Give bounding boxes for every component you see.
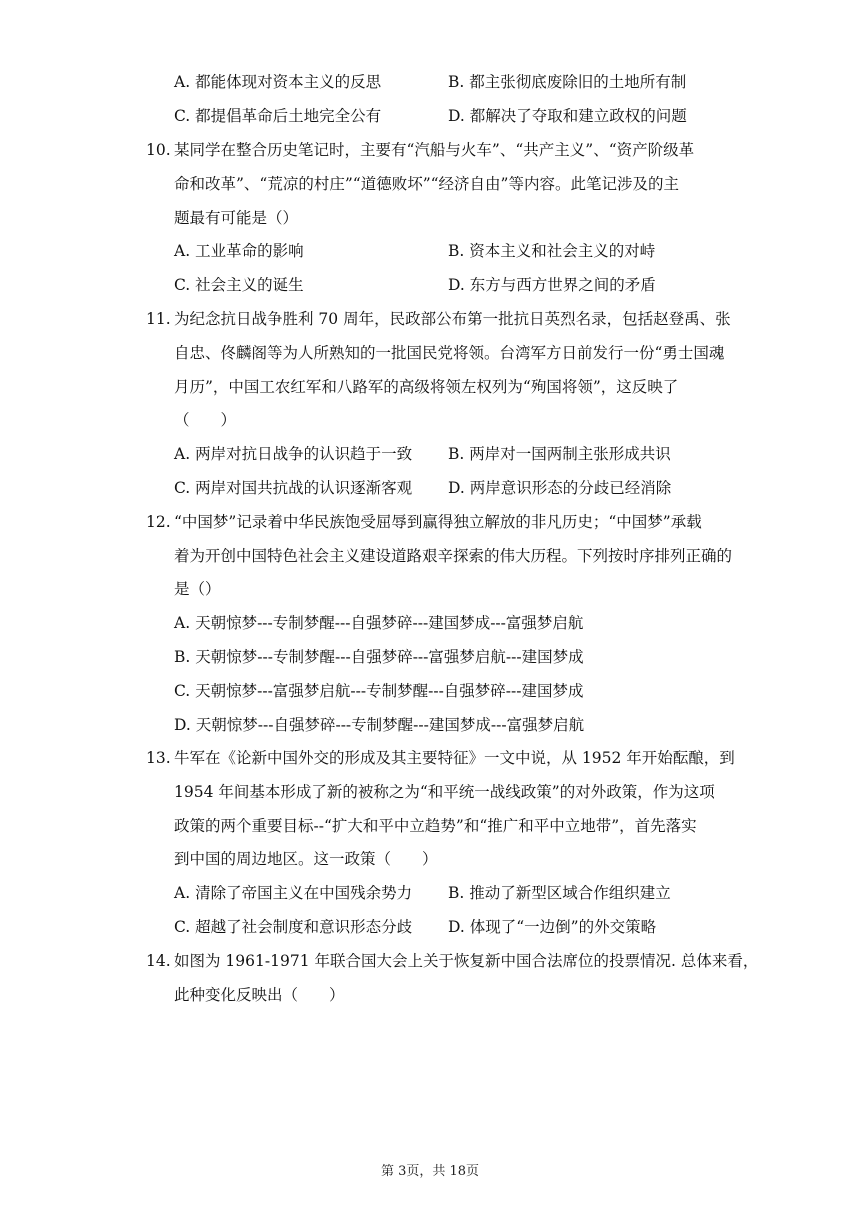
option-text: 两岸对抗日战争的认识趋于一致 xyxy=(195,445,413,463)
option-text: 推动了新型区域合作组织建立 xyxy=(469,884,671,902)
q12-stem-line: “中国梦”记录着中华民族饱受屈辱到赢得独立解放的非凡历史；“中国梦”承载 xyxy=(174,513,702,531)
option-text: 体现了“一边倒”的外交策略 xyxy=(469,918,657,936)
q12-stem-line: 是（） xyxy=(174,580,221,598)
q14-stem-line: 此种变化反映出（ ） xyxy=(174,986,345,1004)
q10-option-d[interactable] xyxy=(448,275,656,295)
q12-option-b[interactable] xyxy=(174,647,584,667)
q13-option-b[interactable] xyxy=(448,883,671,903)
q13-stem-line: 到中国的周边地区。这一政策（ ） xyxy=(174,850,438,868)
q9-option-d[interactable] xyxy=(448,106,687,126)
option-text: 都能体现对资本主义的反思 xyxy=(195,73,382,91)
q14-number: 14. xyxy=(146,952,171,970)
q13-stem-line: 牛军在《论新中国外交的形成及其主要特征》一文中说，从 1952 年开始酝酿，到 xyxy=(174,749,735,767)
option-label: D. xyxy=(448,918,465,936)
q12-number: 12. xyxy=(146,513,171,531)
q11-stem-line: 为纪念抗日战争胜利 70 周年，民政部公布第一批抗日英烈名录，包括赵登禹、张 xyxy=(174,310,731,328)
option-label: A. xyxy=(174,614,191,632)
option-label: C. xyxy=(174,479,191,497)
q14-stem-line: 如图为 1961-1971 年联合国大会上关于恢复新中国合法席位的投票情况. 总体来看， xyxy=(174,952,759,970)
option-text: 东方与西方世界之间的矛盾 xyxy=(469,276,656,294)
q12-option-a[interactable] xyxy=(174,613,583,633)
page-footer: 第 3页，共 18页 xyxy=(380,1164,480,1179)
q11-option-a[interactable] xyxy=(174,444,412,464)
option-label: A. xyxy=(174,73,191,91)
option-label: D. xyxy=(174,716,191,734)
option-text: 两岸对一国两制主张形成共识 xyxy=(469,445,671,463)
q11-option-c[interactable] xyxy=(174,478,412,498)
option-label: B. xyxy=(448,73,465,91)
q11-stem-line: （ ） xyxy=(174,411,237,429)
q13-option-d[interactable] xyxy=(448,917,656,937)
q13-option-a[interactable] xyxy=(174,883,412,903)
option-label: A. xyxy=(174,445,191,463)
q10-stem-line: 某同学在整合历史笔记时，主要有“汽船与火车”、“共产主义”、“资产阶级革 xyxy=(174,141,695,159)
option-label: A. xyxy=(174,884,191,902)
option-text: 天朝惊梦---专制梦醒---自强梦碎---建国梦成---富强梦启航 xyxy=(195,614,584,632)
option-text: 社会主义的诞生 xyxy=(195,276,304,294)
option-text: 两岸意识形态的分歧已经消除 xyxy=(469,479,672,497)
q11-number: 11. xyxy=(146,310,171,328)
q12-stem-line: 着为开创中国特色社会主义建设道路艰辛探索的伟大历程。下列按时序排列正确的 xyxy=(174,547,733,565)
option-label: A. xyxy=(174,242,191,260)
q10-option-b[interactable] xyxy=(448,241,655,261)
q13-number: 13. xyxy=(146,749,171,767)
option-text: 天朝惊梦---富强梦启航---专制梦醒---自强梦碎---建国梦成 xyxy=(195,682,584,700)
q10-option-a[interactable] xyxy=(174,241,304,261)
option-text: 都提倡革命后土地完全公有 xyxy=(195,107,382,125)
q11-option-b[interactable] xyxy=(448,444,671,464)
q9-option-c[interactable] xyxy=(174,106,381,126)
q11-stem-line: 月历”，中国工农红军和八路军的高级将领左权列为“殉国将领”，这反映了 xyxy=(174,378,679,396)
q12-option-d[interactable] xyxy=(174,715,584,735)
option-text: 资本主义和社会主义的对峙 xyxy=(469,242,656,260)
option-text: 都主张彻底废除旧的土地所有制 xyxy=(469,73,687,91)
option-text: 天朝惊梦---专制梦醒---自强梦碎---富强梦启航---建国梦成 xyxy=(195,648,584,666)
option-text: 工业革命的影响 xyxy=(195,242,304,260)
q10-stem-line: 命和改革”、“荒凉的村庄”“道德败坏”“经济自由”等内容。此笔记涉及的主 xyxy=(174,175,679,193)
q10-number: 10. xyxy=(146,141,171,159)
option-label: D. xyxy=(448,276,465,294)
q9-option-b[interactable] xyxy=(448,72,686,92)
q13-stem-line: 1954 年间基本形成了新的被称之为“和平统一战线政策”的对外政策，作为这项 xyxy=(174,783,715,801)
option-label: D. xyxy=(448,107,465,125)
option-text: 超越了社会制度和意识形态分歧 xyxy=(195,918,413,936)
option-label: D. xyxy=(448,479,465,497)
option-label: C. xyxy=(174,276,191,294)
q13-stem-line: 政策的两个重要目标--“扩大和平中立趋势”和“推广和平中立地带”，首先落实 xyxy=(174,817,697,835)
option-label: B. xyxy=(448,242,465,260)
option-label: C. xyxy=(174,682,191,700)
q11-stem-line: 自忠、佟麟阁等为人所熟知的一批国民党将领。台湾军方日前发行一份“勇士国魂 xyxy=(174,344,725,362)
option-text: 都解决了夺取和建立政权的问题 xyxy=(469,107,687,125)
option-text: 两岸对国共抗战的认识逐渐客观 xyxy=(195,479,413,497)
q11-option-d[interactable] xyxy=(448,478,671,498)
q13-option-c[interactable] xyxy=(174,917,412,937)
option-label: C. xyxy=(174,918,191,936)
option-text: 清除了帝国主义在中国残余势力 xyxy=(195,884,413,902)
q12-option-c[interactable] xyxy=(174,681,584,701)
q10-stem-line: 题最有可能是（） xyxy=(174,209,299,227)
q10-option-c[interactable] xyxy=(174,275,304,295)
option-text: 天朝惊梦---自强梦碎---专制梦醒---建国梦成---富强梦启航 xyxy=(195,716,585,734)
option-label: B. xyxy=(448,445,465,463)
option-label: C. xyxy=(174,107,191,125)
option-label: B. xyxy=(448,884,465,902)
q9-option-a[interactable] xyxy=(174,72,381,92)
option-label: B. xyxy=(174,648,191,666)
